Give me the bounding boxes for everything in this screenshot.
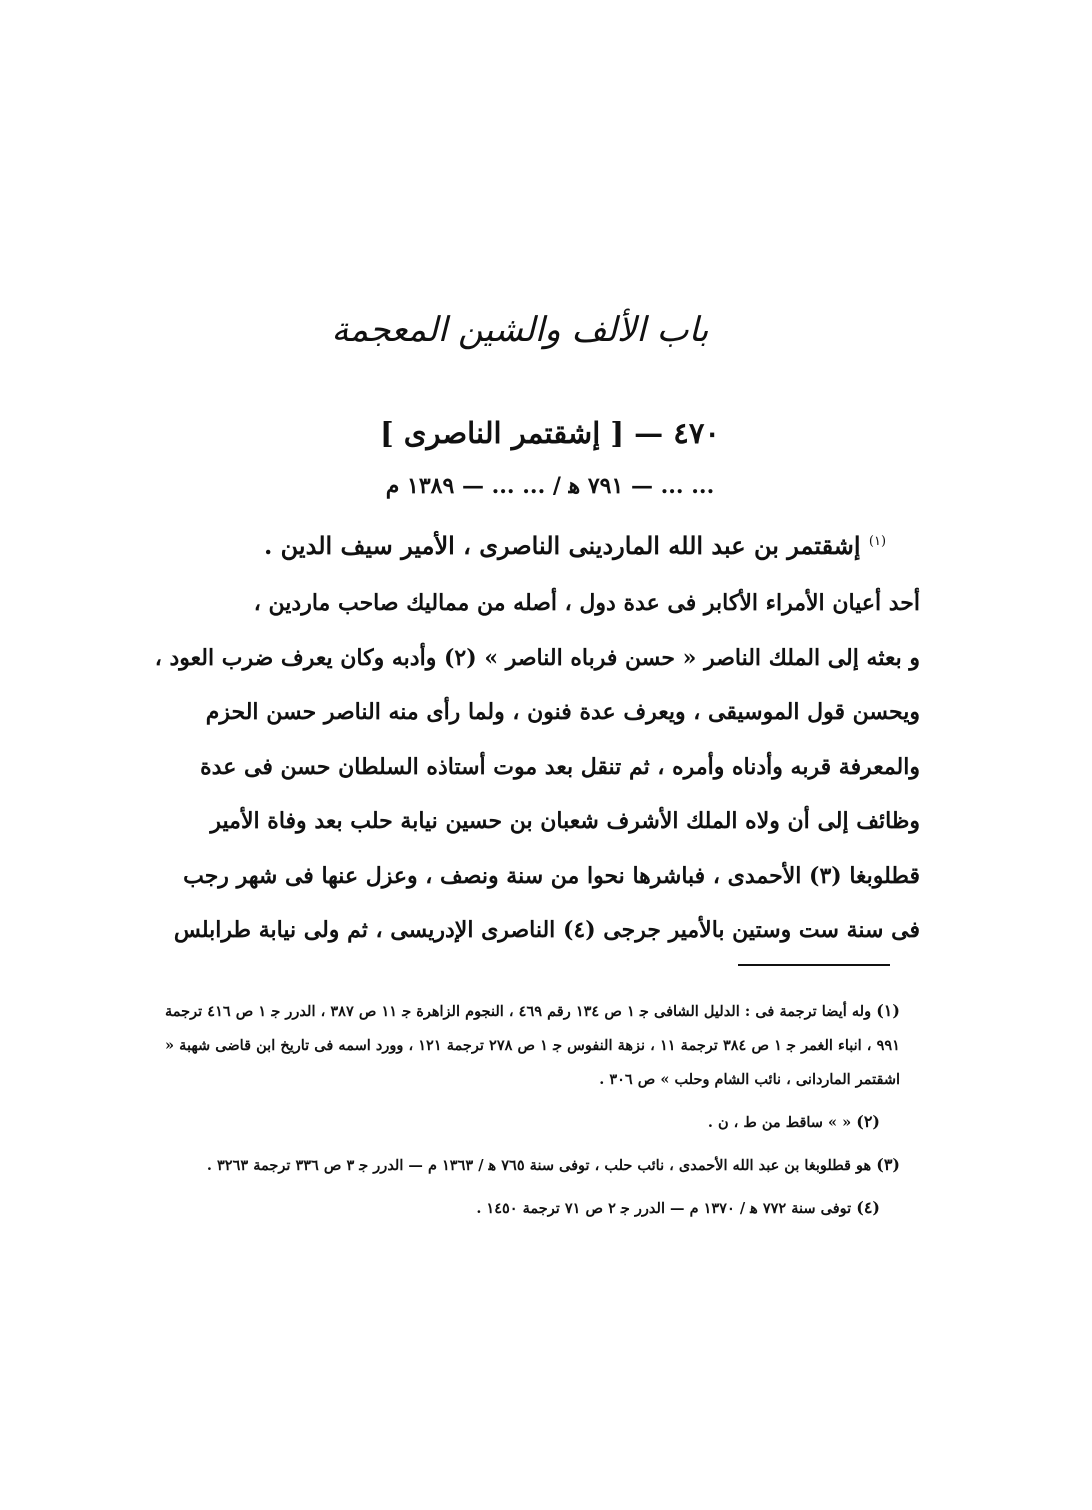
footnote-text: « » ساقط من ط ، ن .	[707, 1114, 852, 1131]
body-line: أحد أعيان الأمراء الأكابر فى عدة دول ، أصله من مماليك صاحب ماردين ،	[253, 590, 920, 616]
footnote-item	[165, 1105, 900, 1140]
footnote-number: (٢)	[856, 1112, 880, 1131]
footnote-number: (٣)	[876, 1155, 900, 1174]
entry-dates: ... ... — ٧٩١ ﻫ / ... ... — ١٣٨٩ م	[385, 473, 715, 499]
footnote-reference: (١)	[868, 534, 887, 549]
footnote-number: (٤)	[856, 1198, 880, 1217]
biography-text	[154, 576, 920, 958]
footnote-separator	[738, 964, 890, 966]
body-line: فى سنة ست وستين بالأمير جرجى (٤) الناصرى الإدريسى ، ثم ولى نيابة طرابلس	[173, 917, 920, 943]
footnote-text: توفى سنة ٧٧٢ ﻫ / ١٣٧٠ م — الدرر ﺟ ٢ ص ٧١ ترجمة ١٤٥٠ .	[476, 1200, 852, 1217]
chapter-heading: باب الألف والشين المعجمة	[331, 310, 709, 350]
footnote-item	[165, 1191, 900, 1226]
subject-name: إشقتمر بن عبد الله الماردينى الناصرى ، الأمير سيف الدين .	[263, 531, 861, 560]
entry-title: ٤٧٠ — [ إشقتمر الناصرى ]	[379, 416, 720, 450]
body-line: والمعرفة قربه وأدناه وأمره ، ثم تنقل بعد موت أستاذه السلطان حسن فى عدة	[200, 753, 920, 780]
subject-name-line	[250, 514, 900, 574]
body-line: قطلوبغا (٣) الأحمدى ، فباشرها نحوا من سنة ونصف ، وعزل عنها فى شهر رجب	[183, 862, 920, 889]
footnote-item	[165, 994, 900, 1097]
body-line: و بعثه إلى الملك الناصر « حسن فرباه الناصر » (٢) وأدبه وكان يعرف ضرب العود ،	[154, 644, 920, 671]
footnotes	[165, 994, 900, 1234]
body-line: وظائف إلى أن ولاه الملك الأشرف شعبان بن حسين نيابة حلب بعد وفاة الأمير	[210, 808, 920, 834]
footnote-item	[165, 1148, 900, 1183]
body-line: ويحسن قول الموسيقى ، ويعرف عدة فنون ، ولما رأى منه الناصر حسن الحزم	[205, 699, 920, 725]
footnote-text: هو قطلوبغا بن عبد الله الأحمدى ، نائب حلب ، توفى سنة ٧٦٥ ﻫ / ١٣٦٣ م — الدرر ﺟ ٣ ص ٣٣٦ ترجمة ٣٢٦٣ .	[206, 1157, 872, 1174]
footnote-number: (١)	[876, 1001, 900, 1020]
footnote-text: وله أيضا ترجمة فى : الدليل الشافى ﺟ ١ ص ١٣٤ رقم ٤٦٩ ، النجوم الزاهرة ﺟ ١١ ص ٣٨٧ ، الدرر ﺟ ١ ص ٤١٦ ترجمة ٩٩١ ، انباء الغمر ﺟ ١ ص ٣٨٤ ترجمة ١١ ، نزهة النفوس ﺟ ١ ص ٢٧٨ ترجمة ١٢١ ، وورد اسمه فى تاريخ ابن قاضى شهبة « اشقتمر الماردانى ، نائب الشام وحلب » ص ٣٠٦ .	[165, 1003, 900, 1088]
